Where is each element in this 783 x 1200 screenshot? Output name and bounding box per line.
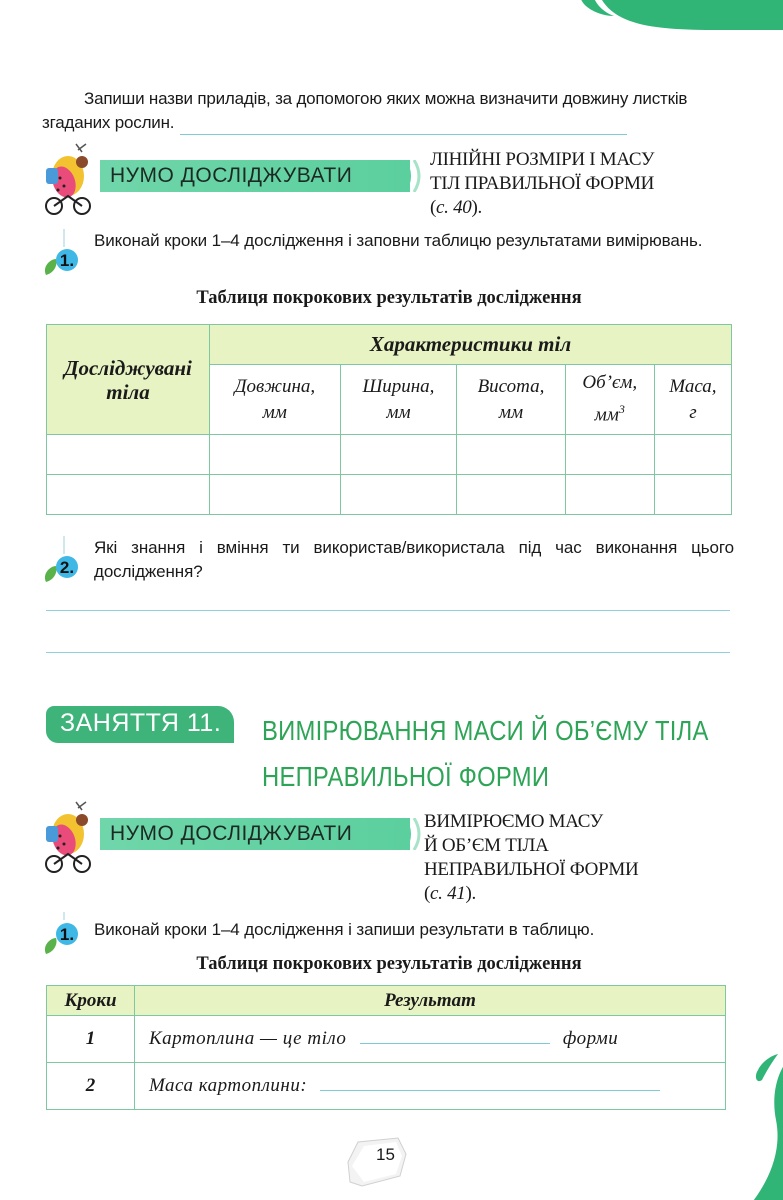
task-2: 2. Які знання і вміння ти використав/використала під час виконання цього дослідження? <box>36 536 736 586</box>
task-1: 1. Виконай кроки 1–4 дослідження і заповни таблицю результатами вимірювань. <box>36 229 736 279</box>
page-reference: с. 41 <box>430 883 466 904</box>
table-cell-input[interactable] <box>654 435 731 475</box>
table-cell-input[interactable] <box>47 475 210 515</box>
explore-banner-1 <box>42 142 422 222</box>
column-header-length: Довжина, мм <box>210 365 341 435</box>
task-number-marker-icon <box>36 536 90 586</box>
table-2-caption: Таблиця покрокових результатів дослідження <box>196 954 582 974</box>
bug-on-bicycle-icon <box>42 800 96 876</box>
results-table-1 <box>46 324 732 515</box>
explore-banner-2 <box>42 800 422 880</box>
svg-text:1.: 1. <box>59 251 75 270</box>
task-number-marker-icon <box>36 229 90 279</box>
table-cell-input[interactable] <box>565 475 654 515</box>
step-number: 1 <box>47 1016 135 1063</box>
answer-line[interactable] <box>46 610 730 611</box>
column-header-volume: Об’єм, $мм^3$ <box>565 365 654 435</box>
column-header-result: Результат <box>135 986 726 1016</box>
table-cell-input[interactable] <box>654 475 731 515</box>
bug-on-bicycle-icon <box>42 142 96 218</box>
step-result: Маса картоплини: <box>135 1063 726 1110</box>
svg-text:1.: 1. <box>59 925 75 944</box>
page-reference: с. 40 <box>436 197 472 218</box>
decorative-green-blob-top <box>578 0 783 36</box>
table-row <box>47 435 732 475</box>
table-cell-input[interactable] <box>457 475 565 515</box>
table-row <box>47 1016 726 1063</box>
step-result: Картоплина — це тіло форми <box>135 1016 726 1063</box>
answer-line[interactable] <box>46 652 730 653</box>
intro-instruction: Запиши назви приладів, за допомогою яких можна визначити довжину листків згаданих рослин. <box>42 87 734 135</box>
explore-topic-2: ВИМІРЮЄМО МАСУ Й ОБ’ЄМ ТІЛА НЕПРАВИЛЬНОЇ ФОРМИ (с. 41). <box>424 811 639 904</box>
lesson-title: ВИМІРЮВАННЯ МАСИ Й ОБ’ЄМУ ТІЛА НЕПРАВИЛЬНОЇ ФОРМИ <box>262 715 709 792</box>
page-number-badge: 15 <box>340 1132 420 1192</box>
explore-band: НУМО ДОСЛІДЖУВАТИ <box>100 818 410 850</box>
task-3: 1. Виконай кроки 1–4 дослідження і запиши результати в таблицю. <box>36 912 736 952</box>
table-1-caption: Таблиця покрокових результатів дослідження <box>196 288 582 308</box>
explore-band: НУМО ДОСЛІДЖУВАТИ <box>100 160 410 192</box>
decorative-green-blob-bottom <box>740 1040 783 1200</box>
column-header-mass: Маса, г <box>654 365 731 435</box>
column-header-width: Ширина, мм <box>340 365 457 435</box>
table-cell-input[interactable] <box>340 475 457 515</box>
table-cell-input[interactable] <box>47 435 210 475</box>
intro-answer-line[interactable] <box>180 117 627 135</box>
table-row <box>47 1063 726 1110</box>
column-header-bodies: Досліджувані тіла <box>47 325 210 435</box>
table-row <box>47 475 732 515</box>
column-group-characteristics: Характеристики тіл <box>210 325 732 365</box>
column-header-height: Висота, мм <box>457 365 565 435</box>
fill-blank-shape[interactable] <box>360 1028 550 1044</box>
lesson-badge: ЗАНЯТТЯ 11. <box>46 706 234 743</box>
step-number: 2 <box>47 1063 135 1110</box>
table-cell-input[interactable] <box>340 435 457 475</box>
column-header-steps: Кроки <box>47 986 135 1016</box>
results-table-2 <box>46 985 726 1110</box>
explore-topic-1: ЛІНІЙНІ РОЗМІРИ І МАСУ ТІЛ ПРАВИЛЬНОЇ ФОРМИ (с. 40). <box>430 149 655 218</box>
table-cell-input[interactable] <box>210 435 341 475</box>
fill-blank-mass[interactable] <box>320 1075 660 1091</box>
table-cell-input[interactable] <box>210 475 341 515</box>
table-cell-input[interactable] <box>457 435 565 475</box>
svg-text:2.: 2. <box>59 558 75 577</box>
table-cell-input[interactable] <box>565 435 654 475</box>
